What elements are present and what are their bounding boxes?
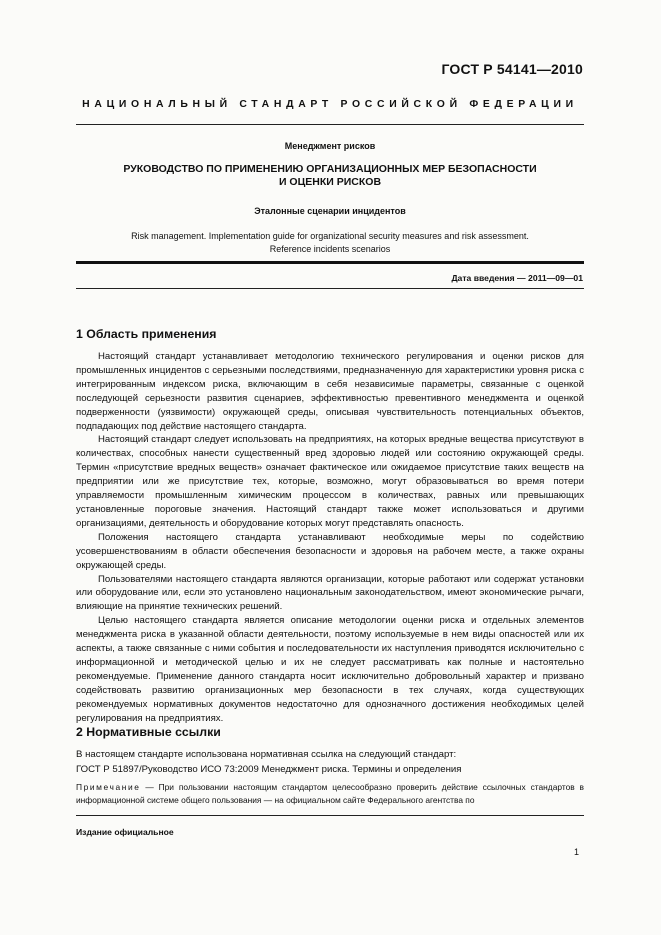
note-text: — При пользовании настоящим стандартом целесообразно проверить действие ссылочных стандартов в информационной системе общего пользования — на официальном сайте Федерального агентства по (76, 782, 584, 805)
section2-body (76, 748, 584, 777)
english-title-line2: Reference incidents scenarios (269, 244, 391, 254)
section1-heading: 1 Область применения (76, 327, 217, 341)
section2-note (76, 781, 584, 807)
national-standard-banner: НАЦИОНАЛЬНЫЙ СТАНДАРТ РОССИЙСКОЙ ФЕДЕРАЦИИ (82, 99, 578, 110)
page-number: 1 (573, 847, 579, 857)
english-title-line1: Risk management. Implementation guide for organizational security measures and risk assessment. (131, 231, 529, 241)
title-rule (76, 261, 584, 264)
date-introduced: Дата введения — 2011—09—01 (451, 273, 583, 283)
header-rule (76, 124, 584, 125)
subject-heading: Менеджмент рисков (284, 141, 376, 151)
section1-paragraph-4: Пользователями настоящего стандарта являются организации, которые работают или содержат установки или оборудование или, если это установлено национальным законодательством, имеют экономические рычаги, влияющие на принятие технических решений. (76, 573, 584, 613)
section1-paragraph-5: Целью настоящего стандарта является описание методологии оценки риска и отдельных элементов менеджмента риска в указанной области деятельности, поэтому используемые в нем виды опасностей или их аспекты, а также связанные с ними события и последовательности их наступления приводятся исключительно с информационной и методической целью и их не следует рассматривать как полные и настоятельно рекомендуемые. Применение данного стандарта носит исключительно добровольный характер и призвано содействовать развитию организационных мер безопасности в тех случаях, когда существующих рекомендуемых нормативных документов недостаточно для однозначного достижения необходимых целей регулирования на предприятиях. (76, 615, 584, 724)
section1-paragraph-2: Настоящий стандарт следует использовать на предприятиях, на которых вредные вещества присутствуют в количествах, способных нанести существенный вред здоровью людей или состоянию окружающей среды. Термин «присутствие вредных веществ» означает фактическое или ожидаемое присутствие таких веществ на предприятии или же присутствие тех, которые, возможно, могут образовываться во время потери управляемости промышленным химическим процессом в количествах, равных или превышающих установленные пороговые значения. Настоящий стандарт также может использоваться и другими организациями, деятельность и оборудование которых могут представлять опасность. (76, 434, 584, 529)
section2-intro: В настоящем стандарте использована нормативная ссылка на следующий стандарт: (76, 749, 457, 760)
section2-reference: ГОСТ Р 51897/Руководство ИСО 73:2009 Менеджмент риска. Термины и определения (76, 763, 462, 775)
gost-number: ГОСТ Р 54141—2010 (441, 61, 583, 77)
document-title-line2: И ОЦЕНКИ РИСКОВ (278, 176, 382, 188)
footer-rule (76, 815, 584, 816)
section1-body (76, 350, 584, 725)
document-subtitle: Эталонные сценарии инцидентов (254, 206, 406, 216)
document-title-line1: РУКОВОДСТВО ПО ПРИМЕНЕНИЮ ОРГАНИЗАЦИОННЫХ МЕР БЕЗОПАСНОСТИ (123, 163, 537, 175)
edition-label: Издание официальное (76, 827, 174, 837)
date-rule (76, 288, 584, 289)
note-label: Примечание (76, 782, 141, 792)
english-title (76, 230, 584, 256)
section2-heading: 2 Нормативные ссылки (76, 725, 221, 739)
section1-paragraph-1: Настоящий стандарт устанавливает методологию технического регулирования и оценки рисков для промышленных инцидентов с серьезными последствиями, предназначенную для характеристики уровня риска с интегрированным индексом риска, включающим в себя независимые параметры, связанные с оценкой последующей серьезности развития сценариев, эффективностью превентивного менеджмента и оценкой подверженности (уязвимости) окружающей среды, описывая чувствительность потенциальных объектов, подпадающих под действие настоящего стандарта. (76, 351, 584, 432)
document-title (76, 163, 584, 189)
section1-paragraph-3: Положения настоящего стандарта устанавливают необходимые меры по содействию усовершенствованиям в области обеспечения безопасности и здоровья на рабочем месте, а также охраны окружающей среды. (76, 531, 584, 571)
